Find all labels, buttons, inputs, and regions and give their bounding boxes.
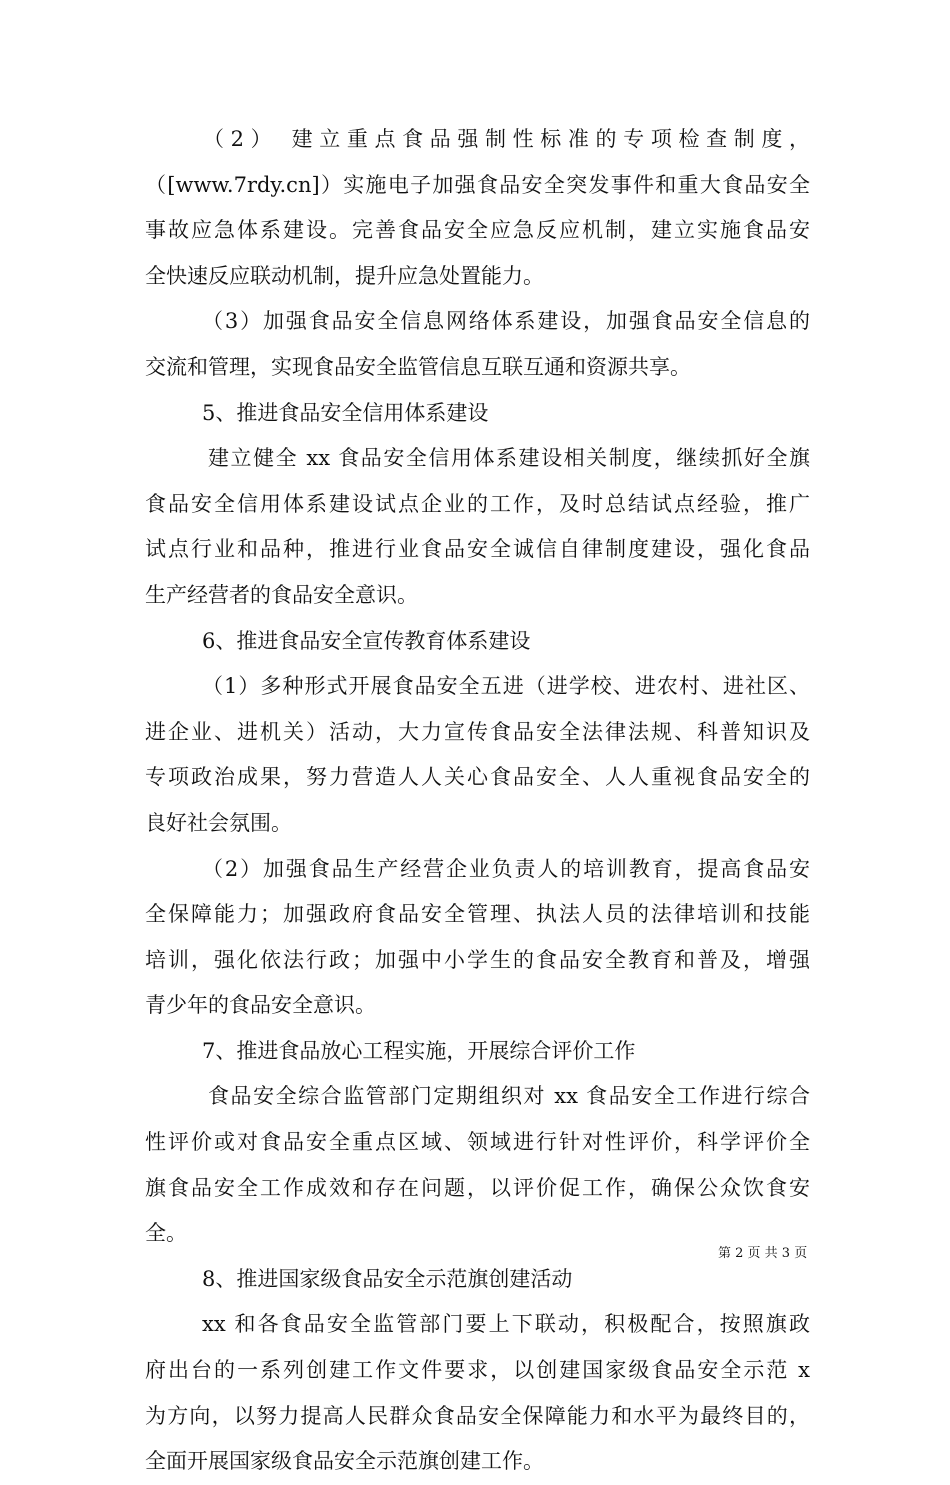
paragraph-line: （2）加强食品生产经营企业负责人的培训教育，提高食品安 [202,856,810,881]
document-body [145,117,810,1485]
paragraph-line: 食品安全综合监管部门定期组织对 xx 食品安全工作进行综合 [208,1084,810,1109]
paragraph-line: 全面开展国家级食品安全示范旗创建工作。 [145,1449,544,1474]
paragraph-line: 旗食品安全工作成效和存在问题，以评价促工作，确保公众饮食安 [145,1175,810,1200]
paragraph-line: 良好社会氛围。 [145,810,292,835]
section-heading: 6、推进食品安全宣传教育体系建设 [202,628,531,653]
paragraph-line: 交流和管理，实现食品安全监管信息互联互通和资源共享。 [145,354,691,379]
paragraph-line: 全快速反应联动机制，提升应急处置能力。 [145,263,544,288]
paragraph-line: 生产经营者的食品安全意识。 [145,582,418,607]
paragraph-line: 性评价或对食品安全重点区域、领域进行针对性评价，科学评价全 [145,1130,810,1155]
paragraph-line: 府出台的一系列创建工作文件要求，以创建国家级食品安全示范 x [145,1358,810,1383]
paragraph-line: （3）加强食品安全信息网络体系建设，加强食品安全信息的 [202,309,810,334]
paragraph-line: 为方向，以努力提高人民群众食品安全保障能力和水平为最终目的， [145,1403,810,1428]
section-heading: 7、推进食品放心工程实施，开展综合评价工作 [202,1038,636,1063]
paragraph-line: 全保障能力；加强政府食品安全管理、执法人员的法律培训和技能 [145,902,810,927]
paragraph-line: 试点行业和品种，推进行业食品安全诚信自律制度建设，强化食品 [145,537,810,562]
paragraph-line: xx 和各食品安全监管部门要上下联动，积极配合，按照旗政 [202,1312,810,1337]
page-number: 第 2 页 共 3 页 [718,1246,808,1261]
paragraph-line: （2） 建立重点食品强制性标准的专项检查制度， [203,127,810,151]
paragraph-line: 专项政治成果，努力营造人人关心食品安全、人人重视食品安全的 [145,765,810,790]
paragraph-line: 培训，强化依法行政；加强中小学生的食品安全教育和普及，增强 [145,947,810,972]
paragraph-line: 进企业、进机关）活动，大力宣传食品安全法律法规、科普知识及 [145,719,810,744]
paragraph-line: 食品安全信用体系建设试点企业的工作，及时总结试点经验，推广 [145,491,810,516]
paragraph-line: 建立健全 xx 食品安全信用体系建设相关制度，继续抓好全旗 [208,446,810,471]
section-heading: 5、推进食品安全信用体系建设 [202,400,489,425]
paragraph-line: （[www.7rdy.cn]）实施电子加强食品安全突发事件和重大食品安全 [145,172,810,197]
section-heading: 8、推进国家级食品安全示范旗创建活动 [202,1266,573,1291]
paragraph-line: （1）多种形式开展食品安全五进（进学校、进农村、进社区、 [202,674,810,699]
paragraph-line: 事故应急体系建设。完善食品安全应急反应机制，建立实施食品安 [145,218,810,243]
paragraph-line: 青少年的食品安全意识。 [145,993,376,1018]
paragraph-line: 全。 [145,1221,187,1246]
